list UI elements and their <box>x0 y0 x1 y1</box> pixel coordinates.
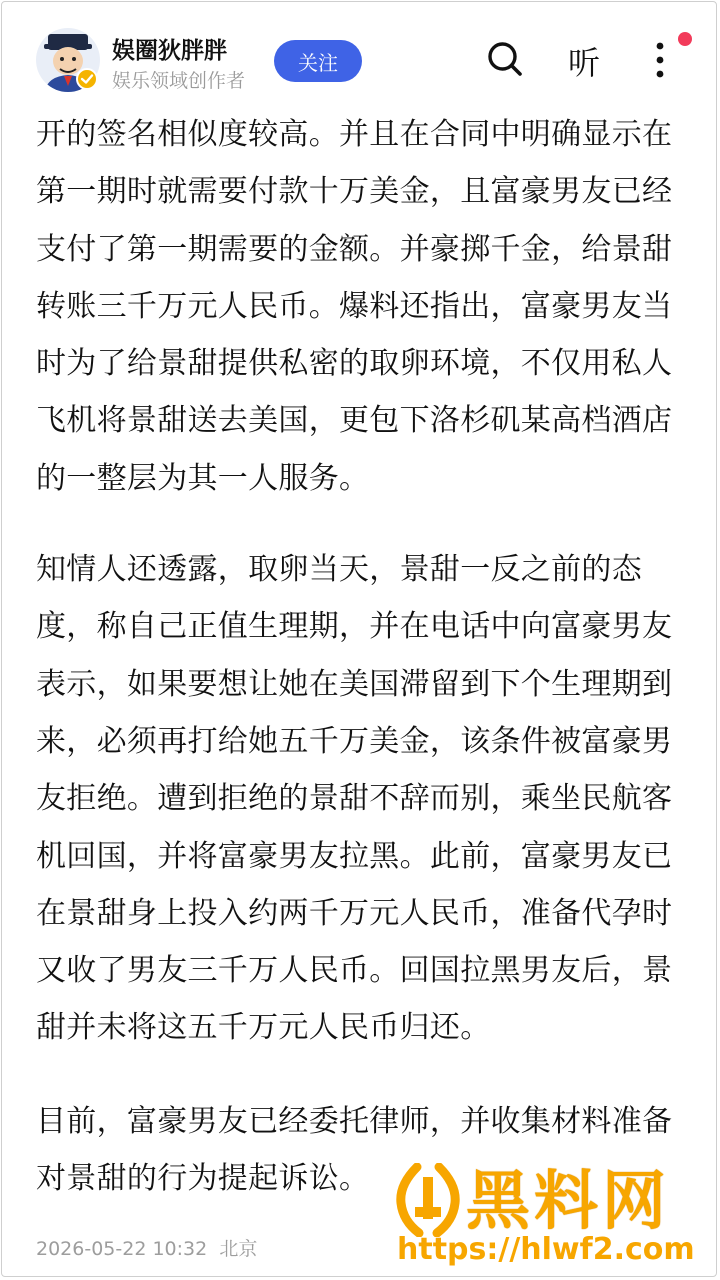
notification-dot <box>678 32 692 46</box>
more-vertical-icon[interactable] <box>648 38 672 82</box>
publish-location: 北京 <box>219 1238 258 1260</box>
article-paragraph: 开的签名相似度较高。并且在合同中明确显示在第一期时就需要付款十万美金，且富豪男友已经支付了第一期需要的金额。并豪掷千金，给景甜转账三千万元人民币。爆料还指出，富豪男友当时为了给景甜提供私密的取卵环境，不仅用私人飞机将景甜送去美国，更包下洛杉矶某高档酒店的一整层为其一人服务。 <box>36 117 673 496</box>
publish-info <box>36 1234 257 1261</box>
listen-button[interactable]: 听 <box>568 44 601 82</box>
author-name[interactable]: 娱圈狄胖胖 <box>112 38 227 64</box>
watermark-logo-icon <box>393 1163 463 1237</box>
watermark-title: 黑料网 <box>466 1165 670 1239</box>
article-header <box>0 0 720 104</box>
article-body <box>36 106 686 1207</box>
verified-badge-icon <box>76 68 98 90</box>
article-paragraph: 目前，富豪男友已经委托律师，并收集材料准备对景甜的行为提起诉讼。 <box>36 1103 673 1197</box>
publish-timestamp: 2026-05-22 10:32 <box>36 1238 208 1260</box>
article-paragraph: 知情人还透露，取卵当天，景甜一反之前的态度，称自己正值生理期，并在电话中向富豪男友表示，如果要想让她在美国滞留到下个生理期到来，必须再打给她五千万美金，该条件被富豪男友拒绝。遭到拒绝的景甜不辞而别，乘坐民航客机回国，并将富豪男友拉黑。此前，富豪男友已在景甜身上投入约两千万元人民币，准备代孕时又收了男友三千万人民币。回国拉黑男友后，景甜并未将这五千万元人民币归还。 <box>36 552 673 1046</box>
follow-button[interactable]: 关注 <box>274 40 362 82</box>
search-icon[interactable] <box>486 40 524 78</box>
author-subtitle: 娱乐领域创作者 <box>112 70 246 92</box>
watermark-url: https://hlwf2.com <box>397 1232 695 1267</box>
